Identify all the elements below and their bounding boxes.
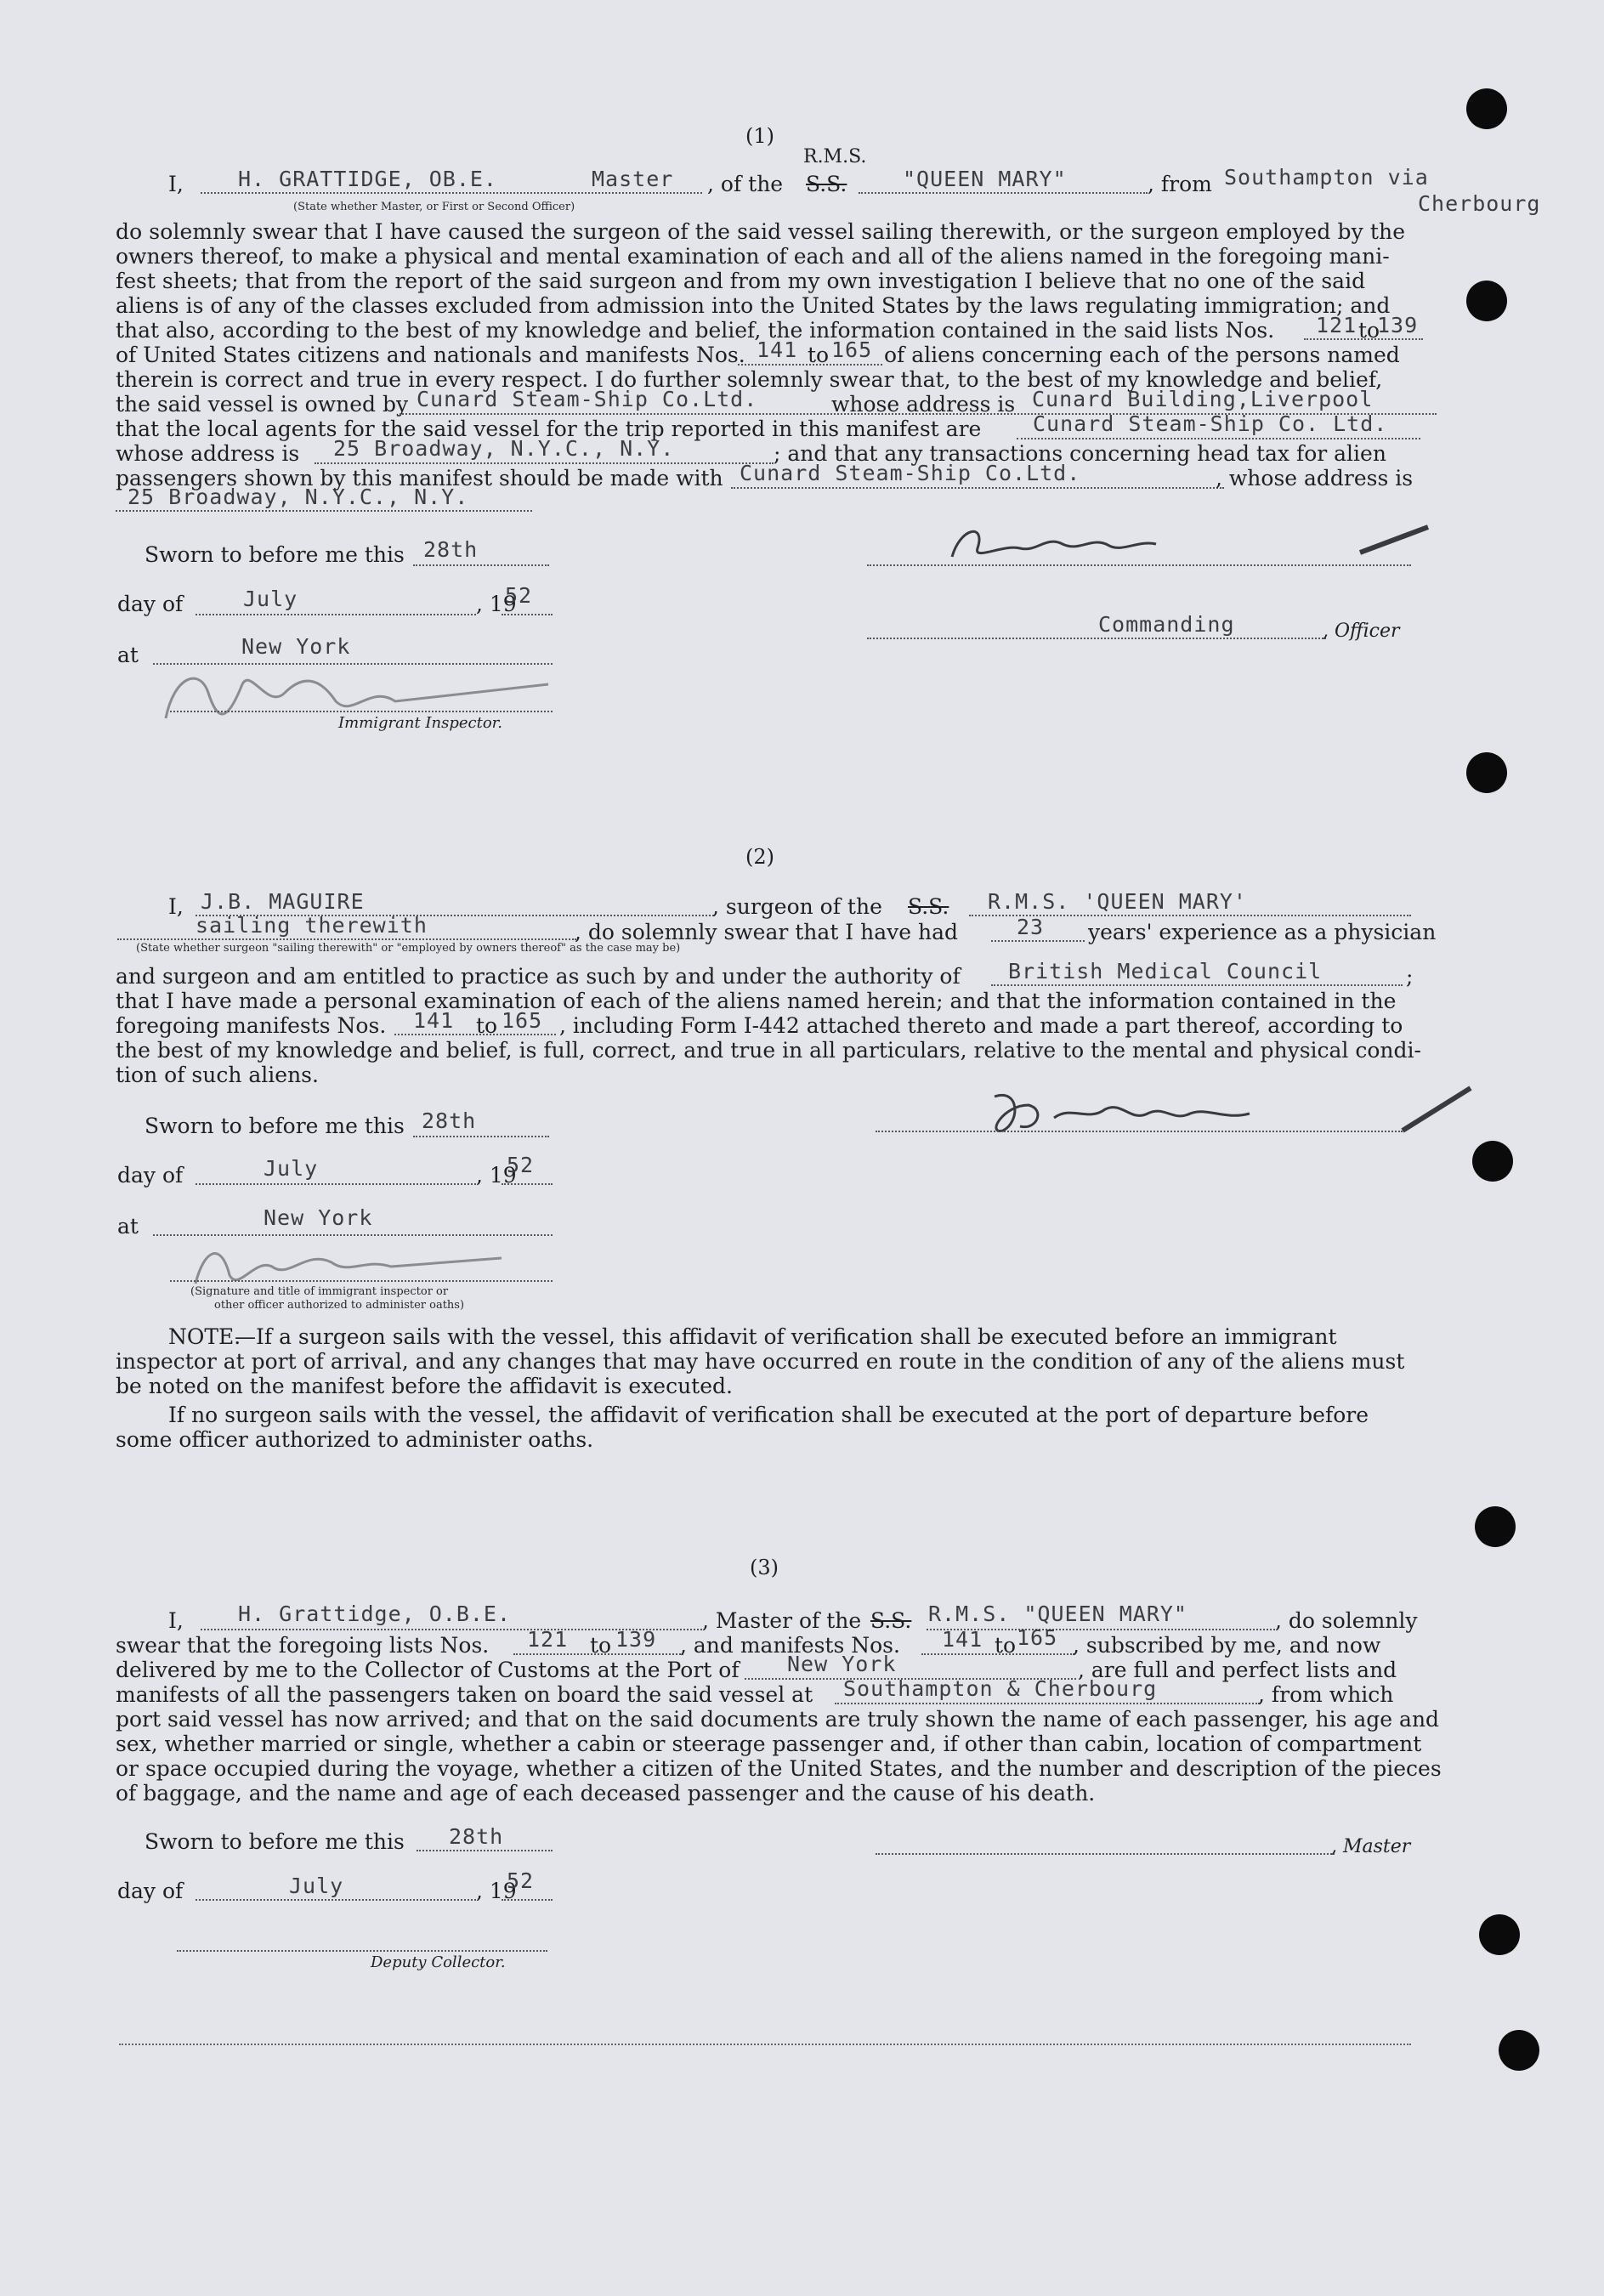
head-tax-party: Cunard Steam-Ship Co.Ltd. — [740, 461, 1081, 485]
body-line: therein is correct and true in every respect. I do further solemnly swear that, to the best of my knowledge and belief, — [116, 367, 1383, 392]
lists-end: 139 — [615, 1627, 657, 1652]
note-line: If no surgeon sails with the vessel, the affidavit of verification shall be executed at the port of departure before — [168, 1403, 1369, 1427]
fill-line — [117, 938, 576, 940]
fill-line — [196, 614, 476, 615]
swear-label: , do solemnly swear that I have had — [575, 920, 959, 944]
of-the-label: , of the — [707, 172, 784, 196]
fill-line — [1304, 338, 1423, 340]
body-line: owners thereof, to make a physical and mental examination of each and all of the aliens named in the foregoing mani- — [116, 244, 1390, 269]
experience-label: years' experience as a physician — [1088, 920, 1437, 944]
fill-line — [513, 1653, 683, 1655]
arrival-port: New York — [787, 1652, 897, 1676]
sworn-day: 28th — [422, 1108, 477, 1133]
body-line: fest sheets; that from the report of the said surgeon and from my own investigation I believe that no one of the said — [116, 269, 1366, 293]
fill-line — [1017, 438, 1420, 439]
body-line: , and manifests Nos. — [680, 1633, 900, 1658]
sworn-label: Sworn to before me this — [145, 1829, 405, 1854]
sworn-year: 52 — [505, 583, 533, 608]
licensing-authority: British Medical Council — [1008, 959, 1323, 984]
status-caption: (State whether surgeon "sailing therewith" or "employed by owners thereof" as the case may be) — [136, 942, 681, 955]
punch-hole — [1472, 1141, 1513, 1182]
officer-label: , Officer — [1323, 621, 1400, 642]
sworn-year: 52 — [507, 1868, 535, 1893]
fill-line — [196, 1899, 476, 1901]
body-line: foregoing manifests Nos. — [116, 1013, 387, 1038]
departure-port: Southampton via — [1224, 165, 1429, 190]
punch-hole — [1466, 752, 1507, 793]
lists-to: to — [1358, 318, 1380, 343]
sworn-month: July — [289, 1874, 344, 1898]
sworn-month: July — [243, 587, 298, 611]
lists-end: 139 — [1377, 313, 1419, 337]
master-label: , Master — [1331, 1836, 1411, 1857]
ss-struck: S.S. — [870, 1608, 912, 1633]
agents-address: 25 Broadway, N.Y.C., N.Y. — [333, 436, 675, 461]
punch-hole — [1466, 281, 1507, 321]
master-signature — [876, 510, 1471, 578]
body-line: port said vessel has now arrived; and that on the said documents are truly shown the name of each passenger, his age and — [116, 1707, 1440, 1732]
ship-name: R.M.S. "QUEEN MARY" — [928, 1602, 1187, 1626]
body-line: manifests of all the passengers taken on board the said vessel at — [116, 1682, 813, 1707]
manifest-to: to — [476, 1013, 498, 1038]
note-line: inspector at port of arrival, and any changes that may have occurred en route in the condition of any of the aliens must — [116, 1349, 1405, 1374]
note-line: —If a surgeon sails with the vessel, this affidavit of verification shall be executed before an immigrant — [235, 1324, 1337, 1349]
fill-line — [315, 462, 774, 464]
manifest-end: 165 — [831, 337, 873, 362]
whose-address-label-2: , whose address is — [1216, 466, 1414, 490]
body-line: delivered by me to the Collector of Customs at the Port of — [116, 1658, 740, 1682]
body-line: , are full and perfect lists and — [1078, 1658, 1397, 1682]
body-line: aliens is of any of the classes excluded from admission into the United States by the laws regulating immigration; and — [116, 293, 1391, 318]
fill-line — [502, 1899, 553, 1901]
note-line: be noted on the manifest before the affidavit is executed. — [116, 1374, 733, 1398]
owner-address: Cunard Building,Liverpool — [1032, 387, 1374, 411]
surgeon-signature — [876, 1071, 1471, 1148]
sworn-place: New York — [264, 1205, 373, 1230]
day-of-label: day of — [117, 1163, 184, 1188]
sworn-year: 52 — [507, 1153, 535, 1177]
master-rank: Master — [592, 167, 674, 191]
fill-line — [867, 638, 1326, 639]
ship-name: "QUEEN MARY" — [903, 167, 1067, 191]
years-experience: 23 — [1017, 915, 1045, 939]
fill-line — [731, 487, 1224, 489]
fill-line — [921, 1653, 1074, 1655]
i-label: I, — [168, 172, 184, 196]
surgeon-status: sailing therewith — [196, 913, 428, 938]
punch-hole — [1499, 2030, 1539, 2071]
sworn-label: Sworn to before me this — [145, 542, 405, 567]
fill-line — [196, 1183, 476, 1185]
signature-line — [876, 1853, 1335, 1855]
tax-tail: ; and that any transactions concerning head tax for alien — [774, 441, 1386, 466]
body-line: , from which — [1258, 1682, 1394, 1707]
body-line: of United States citizens and nationals and manifests Nos. — [116, 343, 745, 367]
local-agents: Cunard Steam-Ship Co. Ltd. — [1033, 411, 1388, 436]
rank-caption: (State whether Master, or First or Second Officer) — [293, 201, 575, 213]
inspector-caption: Immigrant Inspector. — [338, 714, 503, 732]
at-label: at — [117, 1214, 139, 1239]
fill-line — [413, 1136, 549, 1137]
sig-caption-1: (Signature and title of immigrant inspector or — [190, 1285, 449, 1298]
fill-line — [991, 940, 1085, 942]
section-number: (2) — [745, 845, 774, 869]
punch-hole — [1479, 1914, 1520, 1955]
body-line: tion of such aliens. — [116, 1063, 319, 1087]
body-line: sex, whether married or single, whether a cabin or steerage passenger and, if other than cabin, location of compartment — [116, 1732, 1422, 1756]
from-label: , from — [1148, 172, 1212, 196]
semicolon: ; — [1406, 964, 1414, 989]
manifest-tail: of aliens concerning each of the persons named — [884, 343, 1400, 367]
bottom-rule — [119, 2044, 1411, 2045]
fill-line — [991, 984, 1403, 986]
fill-line — [417, 1850, 553, 1851]
fill-line — [201, 192, 702, 194]
manifest-to: to — [808, 343, 830, 367]
body-line: that the local agents for the said vessel for the trip reported in this manifest are — [116, 417, 982, 441]
sworn-day: 28th — [449, 1824, 504, 1849]
fill-line — [502, 614, 553, 615]
body-line: that also, according to the best of my knowledge and belief, the information contained in the said lists Nos. — [116, 318, 1275, 343]
surgeon-ship: R.M.S. 'QUEEN MARY' — [988, 889, 1247, 914]
rms-label: R.M.S. — [803, 146, 867, 167]
head-tax-address: 25 Broadway, N.Y.C., N.Y. — [128, 485, 469, 509]
signature-line — [867, 564, 1411, 566]
fill-line — [859, 192, 1148, 194]
at-label: at — [117, 643, 139, 667]
ss-struck: S.S. — [908, 894, 949, 919]
section-number: (1) — [745, 124, 774, 148]
deputy-caption: Deputy Collector. — [371, 1953, 506, 1971]
day-of-label: day of — [117, 592, 184, 616]
manifest-end: 165 — [502, 1008, 543, 1033]
body-line: , subscribed by me, and now — [1073, 1633, 1381, 1658]
master-name: H. Grattidge, O.B.E. — [238, 1602, 512, 1626]
year-prefix: , 19 — [476, 1163, 517, 1188]
manifest-from: 141 — [942, 1627, 983, 1652]
fill-line — [835, 1703, 1260, 1704]
body-line: or space occupied during the voyage, whether a citizen of the United States, and the number and description of the pieces — [116, 1756, 1442, 1781]
punch-hole — [1475, 1506, 1516, 1547]
fill-line — [170, 1280, 553, 1282]
manifest-end: 165 — [1017, 1625, 1058, 1650]
fill-line — [413, 564, 549, 566]
body-line: whose address is — [116, 441, 300, 466]
sworn-place: New York — [241, 634, 351, 659]
day-of-label: day of — [117, 1879, 184, 1903]
whose-address-label: whose address is — [831, 392, 1016, 417]
departure-port-2: Cherbourg — [1418, 191, 1541, 216]
fill-line — [394, 1034, 556, 1035]
note-line: some officer authorized to administer oaths. — [116, 1427, 594, 1452]
fill-line — [738, 364, 882, 366]
i-label: I, — [168, 894, 184, 919]
note-label: NOTE. — [168, 1324, 241, 1349]
fill-line — [116, 510, 532, 512]
fill-line — [502, 1183, 553, 1185]
sworn-day: 28th — [423, 537, 479, 562]
sworn-month: July — [264, 1156, 319, 1181]
body-line: passengers shown by this manifest should be made with — [116, 466, 723, 490]
master-of-label: , Master of the — [702, 1608, 862, 1633]
embark-ports: Southampton & Cherbourg — [843, 1676, 1158, 1701]
sig-caption-2: other officer authorized to administer oaths) — [214, 1299, 465, 1312]
lists-from: 121 — [527, 1627, 569, 1652]
punch-hole — [1466, 88, 1507, 129]
vessel-owner: Cunard Steam-Ship Co.Ltd. — [417, 387, 758, 411]
commanding-title: Commanding — [1098, 612, 1235, 637]
signature-line — [876, 1131, 1403, 1132]
solemnly-label: , do solemnly — [1275, 1608, 1418, 1633]
manifest-from: 141 — [757, 337, 798, 362]
manifest-tail: , including Form I-442 attached thereto and made a part thereof, according to — [559, 1013, 1403, 1038]
body-line: of baggage, and the name and age of each deceased passenger and the cause of his death. — [116, 1781, 1096, 1806]
sworn-label: Sworn to before me this — [145, 1114, 405, 1138]
body-line: and surgeon and am entitled to practice as such by and under the authority of — [116, 964, 961, 989]
lists-to: to — [590, 1633, 612, 1658]
fill-line — [177, 1950, 547, 1952]
body-line: swear that the foregoing lists Nos. — [116, 1633, 490, 1658]
surgeon-of-label: , surgeon of the — [712, 894, 882, 919]
body-line: the said vessel is owned by — [116, 392, 409, 417]
manifest-from: 141 — [413, 1008, 455, 1033]
year-prefix: , 19 — [476, 592, 517, 616]
ss-struck: S.S. — [806, 172, 847, 196]
manifest-to: to — [995, 1633, 1017, 1658]
master-name: H. GRATTIDGE, OB.E. — [238, 167, 497, 191]
body-line: the best of my knowledge and belief, is full, correct, and true in all particulars, relative to the mental and physical condi- — [116, 1038, 1421, 1063]
year-prefix: , 19 — [476, 1879, 517, 1903]
body-line: that I have made a personal examination of each of the aliens named herein; and that the information contained in the — [116, 989, 1397, 1013]
lists-from: 121 — [1316, 313, 1357, 337]
surgeon-name: J.B. MAGUIRE — [201, 889, 365, 914]
fill-line — [170, 711, 553, 712]
section-number: (3) — [750, 1556, 779, 1579]
body-line: do solemnly swear that I have caused the surgeon of the said vessel sailing therewith, or the surgeon employed by the — [116, 219, 1406, 244]
i-label: I, — [168, 1608, 184, 1633]
